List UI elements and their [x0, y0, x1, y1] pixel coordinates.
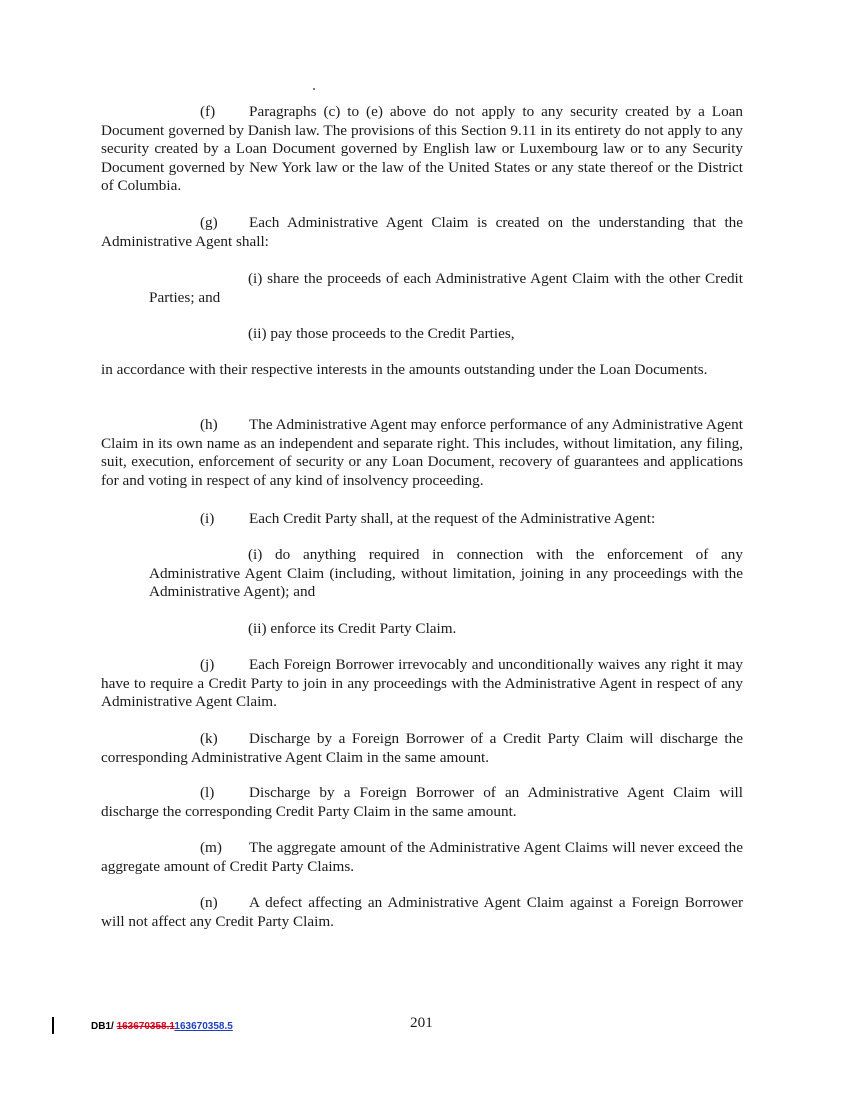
- paragraph-label: (m): [200, 839, 222, 856]
- paragraph-label: (j): [200, 656, 215, 673]
- paragraph-h: [101, 416, 743, 490]
- stray-mark: [313, 88, 315, 90]
- subparagraph-text: (i) do anything required in connection with the enforcement of any Administrative Agent Claim (including, without limitation, joining in any proceedings with the Administrative Agent); and: [149, 546, 743, 601]
- document-id-deleted: 163670358.1: [116, 1021, 175, 1032]
- paragraph-n: [101, 894, 743, 931]
- subparagraph-text: (ii) pay those proceeds to the Credit Parties,: [248, 325, 515, 342]
- paragraph-label: (n): [200, 894, 218, 911]
- paragraph-label: (h): [200, 416, 218, 433]
- paragraph-text: Discharge by a Foreign Borrower of an Administrative Agent Claim will discharge the corresponding Credit Party Claim in the same amount.: [101, 784, 743, 820]
- page-number: 201: [410, 1014, 433, 1031]
- subparagraph-g-i: [149, 270, 743, 307]
- paragraph-g-tail: [101, 361, 743, 380]
- paragraph-label: (i): [200, 510, 215, 527]
- paragraph-label: (k): [200, 730, 218, 747]
- change-bar: [52, 1017, 54, 1034]
- paragraph-text: Each Credit Party shall, at the request of the Administrative Agent:: [249, 510, 656, 527]
- subparagraph-i-ii: [149, 620, 743, 639]
- paragraph-text: Each Administrative Agent Claim is created on the understanding that the Administrative Agent shall:: [101, 214, 743, 250]
- subparagraph-text: (i) share the proceeds of each Administrative Agent Claim with the other Credit Parties; and: [149, 270, 743, 306]
- document-id-inserted: 163670358.5: [174, 1021, 233, 1032]
- paragraph-text: The aggregate amount of the Administrative Agent Claims will never exceed the aggregate amount of Credit Party Claims.: [101, 839, 743, 875]
- paragraph-k: [101, 730, 743, 767]
- paragraph-f: [101, 103, 743, 196]
- paragraph-text: Paragraphs (c) to (e) above do not apply to any security created by a Loan Document governed by Danish law. The provisions of this Section 9.11 in its entirety do not apply to any security created by a Loan Document governed by English law or Luxembourg law or to any Security Document governed by New York law or the law of the United States or any state thereof or the District of Columbia.: [101, 103, 743, 195]
- paragraph-label: (l): [200, 784, 215, 801]
- subparagraph-g-ii: [149, 325, 743, 344]
- paragraph-text: The Administrative Agent may enforce performance of any Administrative Agent Claim in its own name as an independent and separate right. This includes, without limitation, any filing, suit, execution, enforcement of security or any Loan Document, recovery of guarantees and applications for and voting in respect of any kind of insolvency proceeding.: [101, 416, 743, 489]
- paragraph-i: [101, 510, 743, 529]
- document-id-prefix: DB1/: [91, 1021, 117, 1032]
- paragraph-j: [101, 656, 743, 712]
- paragraph-g: [101, 214, 743, 251]
- document-id: [91, 1021, 233, 1032]
- paragraph-m: [101, 839, 743, 876]
- paragraph-text: in accordance with their respective interests in the amounts outstanding under the Loan Documents.: [101, 361, 708, 378]
- subparagraph-text: (ii) enforce its Credit Party Claim.: [248, 620, 457, 637]
- paragraph-label: (g): [200, 214, 218, 231]
- subparagraph-i-i: [149, 546, 743, 602]
- paragraph-text: Each Foreign Borrower irrevocably and unconditionally waives any right it may have to require a Credit Party to join in any proceedings with the Administrative Agent in respect of any Administrative Agent Claim.: [101, 656, 743, 711]
- paragraph-l: [101, 784, 743, 821]
- paragraph-text: A defect affecting an Administrative Agent Claim against a Foreign Borrower will not affect any Credit Party Claim.: [101, 894, 743, 930]
- paragraph-text: Discharge by a Foreign Borrower of a Credit Party Claim will discharge the corresponding Administrative Agent Claim in the same amount.: [101, 730, 743, 766]
- paragraph-label: (f): [200, 103, 216, 120]
